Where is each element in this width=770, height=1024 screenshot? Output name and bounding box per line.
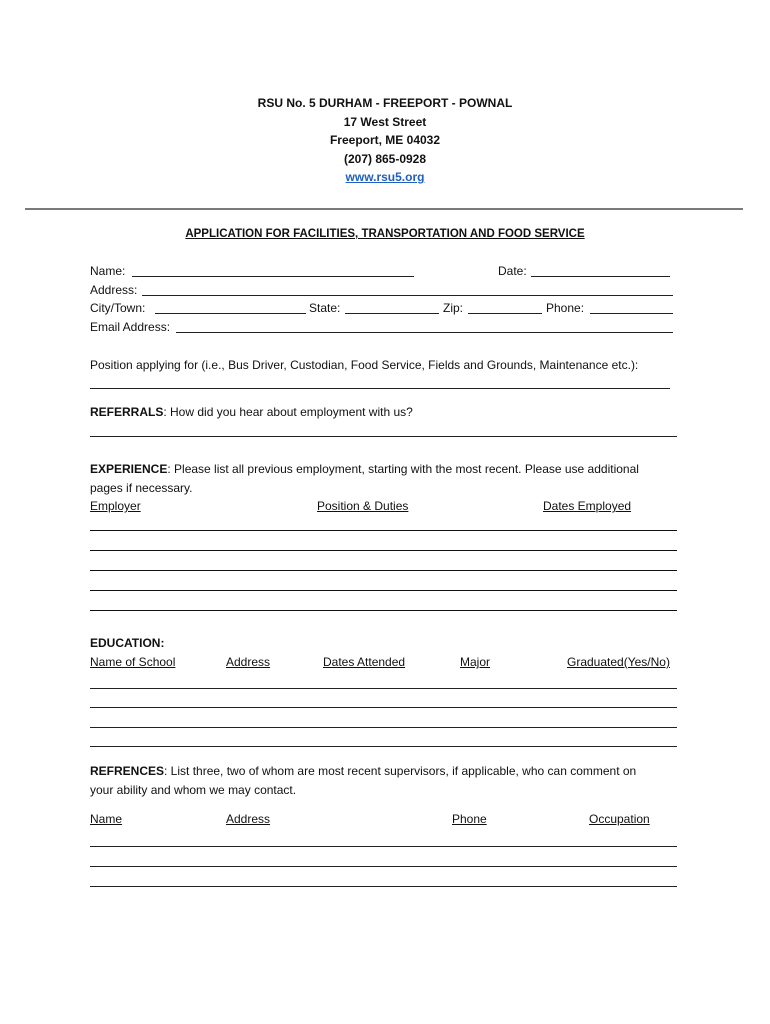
zip-field[interactable] [468, 313, 542, 314]
experience-col-dates: Dates Employed [543, 499, 632, 513]
experience-prompt-line2: pages if necessary. [90, 481, 193, 495]
education-col-dates: Dates Attended [323, 655, 406, 669]
references-row-3[interactable] [90, 886, 677, 887]
experience-row-2[interactable] [90, 550, 677, 551]
phone-field[interactable] [590, 313, 673, 314]
experience-prompt: : Please list all previous employment, starting with the most recent. Please use additional [167, 462, 639, 476]
education-col-graduated: Graduated(Yes/No) [567, 655, 670, 669]
city-field[interactable] [155, 313, 306, 314]
references-col-occupation: Occupation [589, 812, 650, 826]
experience-row-4[interactable] [90, 590, 677, 591]
date-label: Date: [498, 264, 527, 278]
address-field[interactable] [142, 295, 673, 296]
experience-row-1[interactable] [90, 530, 677, 531]
referrals-field[interactable] [90, 436, 677, 437]
org-street: 17 West Street [343, 114, 427, 129]
education-col-school: Name of School [90, 655, 176, 669]
experience-row-5[interactable] [90, 610, 677, 611]
referrals-line [90, 404, 680, 420]
address-label: Address: [90, 283, 138, 297]
references-line [90, 763, 680, 779]
references-row-2[interactable] [90, 866, 677, 867]
letterhead [0, 94, 770, 187]
email-label: Email Address: [90, 320, 171, 334]
email-field[interactable] [176, 332, 673, 333]
education-row-4[interactable] [90, 746, 677, 747]
city-label: City/Town: [90, 301, 146, 315]
education-row-2[interactable] [90, 707, 677, 708]
org-name: RSU No. 5 DURHAM - FREEPORT - POWNAL [257, 96, 513, 110]
form-title: APPLICATION FOR FACILITIES, TRANSPORTATION AND FOOD SERVICE [185, 228, 585, 240]
phone-label: Phone: [546, 301, 585, 315]
zip-label: Zip: [443, 301, 464, 315]
education-col-address: Address [226, 655, 271, 669]
position-field[interactable] [90, 388, 670, 389]
website-link[interactable]: www.rsu5.org [345, 170, 425, 185]
referrals-prompt: : How did you hear about employment with us? [163, 405, 413, 419]
education-heading: EDUCATION [90, 636, 161, 650]
org-city: Freeport, ME 04032 [329, 133, 441, 148]
education-line [90, 635, 680, 651]
position-prompt: Position applying for (i.e., Bus Driver, Custodian, Food Service, Fields and Grounds, Maintenance etc.): [90, 358, 639, 372]
education-col-major: Major [460, 655, 491, 669]
education-row-1[interactable] [90, 688, 677, 689]
references-col-name: Name [90, 812, 123, 826]
experience-line [90, 461, 680, 477]
referrals-heading: REFERRALS [90, 405, 164, 419]
experience-col-employer: Employer [90, 499, 141, 513]
references-heading: REFRENCES [90, 764, 165, 778]
experience-heading: EXPERIENCE [90, 462, 168, 476]
experience-col-position: Position & Duties [317, 499, 409, 513]
education-row-3[interactable] [90, 727, 677, 728]
experience-row-3[interactable] [90, 570, 677, 571]
references-prompt-line2: your ability and whom we may contact. [90, 783, 297, 797]
references-row-1[interactable] [90, 846, 677, 847]
references-col-address: Address [226, 812, 271, 826]
org-phone: (207) 865-0928 [343, 151, 427, 166]
name-field[interactable] [132, 276, 414, 277]
education-colon: : [160, 636, 165, 650]
references-col-phone: Phone [452, 812, 487, 826]
state-field[interactable] [345, 313, 439, 314]
references-prompt: : List three, two of whom are most recent supervisors, if applicable, who can comment on [164, 764, 637, 778]
header-divider [25, 208, 743, 210]
date-field[interactable] [531, 276, 670, 277]
state-label: State: [309, 301, 341, 315]
name-label: Name: [90, 264, 126, 278]
